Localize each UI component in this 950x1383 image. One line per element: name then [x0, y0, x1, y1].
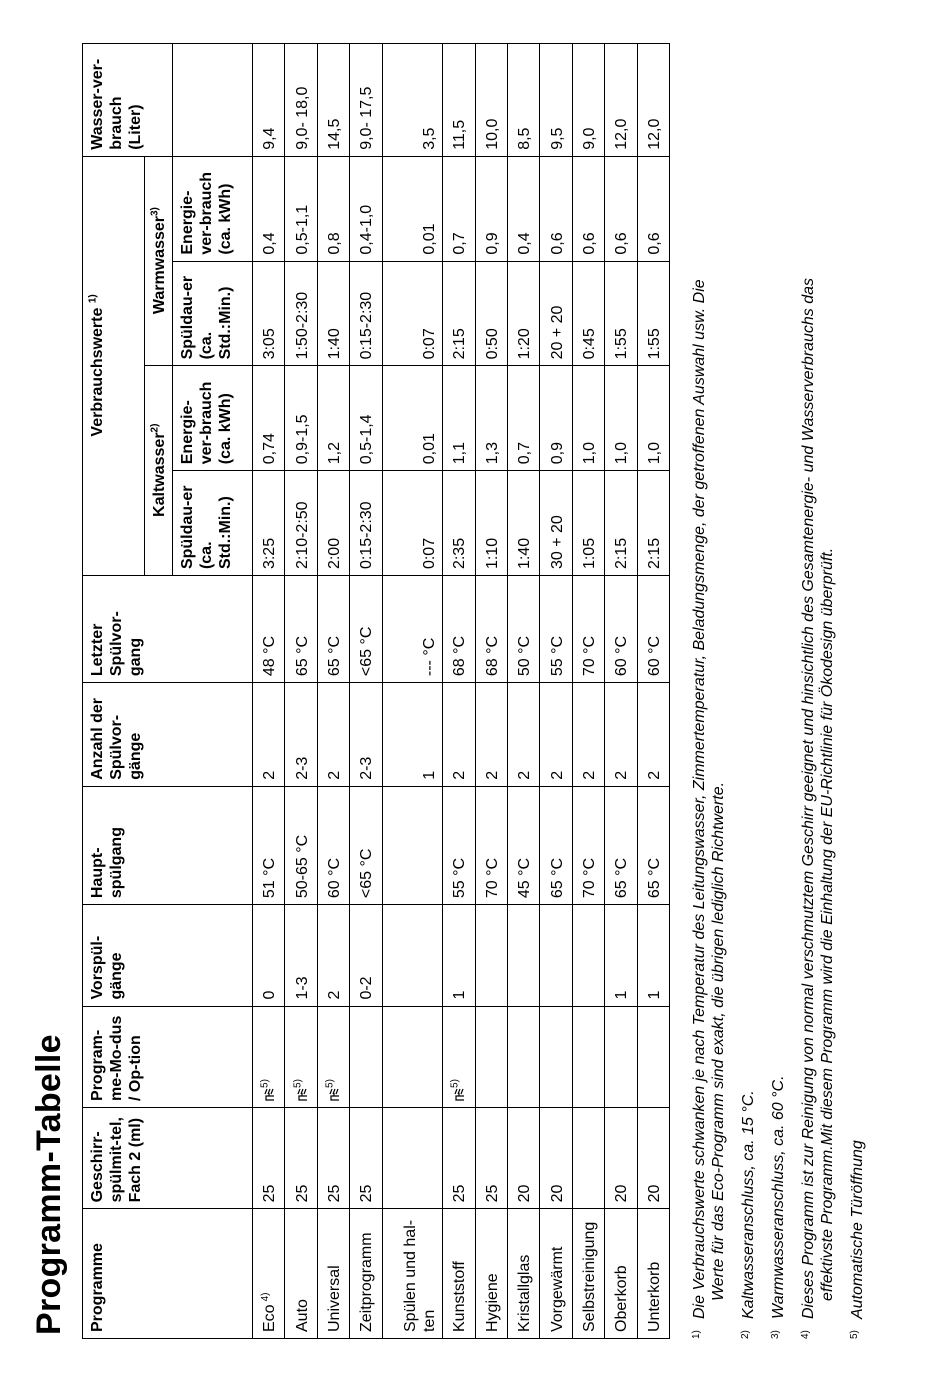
cell-programme: Unterkorb [637, 1209, 669, 1339]
cell-geschirrspuelmittel [382, 1107, 442, 1208]
cell-geschirrspuelmittel: 25 [285, 1107, 317, 1208]
cell-kalt-spueldauer: 30 + 20 [540, 471, 572, 576]
table-row [507, 44, 539, 1339]
table-row [605, 44, 637, 1339]
table-row [540, 44, 572, 1339]
header-verbrauchswerte: Verbrauchswerte $^{1)}$ [83, 156, 145, 575]
cell-geschirrspuelmittel [572, 1107, 604, 1208]
cell-warm-spueldauer: 20 + 20 [540, 261, 572, 366]
cell-warm-energie: 0,7 [443, 156, 475, 261]
table-row [253, 44, 285, 1339]
cell-letzter: 70 °C [572, 576, 604, 683]
cell-anzahl: 1 [382, 683, 442, 787]
cell-hauptspuelgang: 70 °C [475, 786, 507, 904]
footnote-text: Die Verbrauchswerte schwanken je nach Temperatur des Leitungswasser, Zimmertemperatur, Beladungsmenge, der getroffenen Auswahl usw. Die [691, 279, 708, 1319]
cell-warm-spueldauer: 1:55 [637, 261, 669, 366]
header-warm-energie: Energie-ver-brauch (ca. kWh) [173, 156, 253, 261]
cell-anzahl: 2 [317, 683, 349, 787]
header-warm-spueldauer: Spüldau-er (ca. Std.:Min.) [173, 261, 253, 366]
cell-modus [475, 1006, 507, 1107]
table-body [253, 44, 670, 1339]
table-row [475, 44, 507, 1339]
footnote-text: Automatische Türöffnung [849, 1140, 866, 1319]
cell-kalt-energie: 0,9-1,5 [285, 366, 317, 471]
cell-letzter: 48 °C [253, 576, 285, 683]
cell-warm-energie: 0,6 [637, 156, 669, 261]
cell-geschirrspuelmittel: 25 [317, 1107, 349, 1208]
cell-warm-energie: 0,8 [317, 156, 349, 261]
table-header [83, 44, 253, 1339]
footnote-number: 5) [849, 1330, 860, 1339]
cell-hauptspuelgang: 45 °C [507, 786, 539, 904]
footnote-number: 2) [740, 1330, 751, 1339]
cell-programme: Eco$^{4)}$ [253, 1209, 285, 1339]
cell-hauptspuelgang: <65 °C [350, 786, 382, 904]
footnote [848, 43, 867, 1339]
header-wasser-empty [173, 44, 253, 157]
cell-modus: 5) [285, 1006, 317, 1107]
cell-kalt-spueldauer: 0:07 [382, 471, 442, 576]
footnote-number: 3) [770, 1330, 781, 1339]
cell-kalt-spueldauer: 2:10-2:50 [285, 471, 317, 576]
cell-vorspuelgaenge [382, 905, 442, 1006]
cell-wasserverbrauch: 9,5 [540, 44, 572, 157]
cell-kalt-energie: 0,5-1,4 [350, 366, 382, 471]
door-open-icon [326, 1088, 338, 1101]
cell-vorspuelgaenge [540, 905, 572, 1006]
table-row [285, 44, 317, 1339]
cell-anzahl: 2 [605, 683, 637, 787]
door-open-icon [294, 1088, 306, 1101]
cell-warm-energie: 0,5-1,1 [285, 156, 317, 261]
cell-vorspuelgaenge: 0-2 [350, 905, 382, 1006]
cell-kalt-spueldauer: 2:15 [637, 471, 669, 576]
cell-geschirrspuelmittel: 20 [637, 1107, 669, 1208]
cell-programme: Auto [285, 1209, 317, 1339]
cell-programme: Hygiene [475, 1209, 507, 1339]
cell-vorspuelgaenge: 0 [253, 905, 285, 1006]
cell-vorspuelgaenge [507, 905, 539, 1006]
cell-kalt-energie: 1,1 [443, 366, 475, 471]
cell-letzter: --- °C [382, 576, 442, 683]
cell-warm-energie: 0,6 [605, 156, 637, 261]
header-anzahl-spuelvorgaenge: Anzahl der Spülvor-gänge [83, 683, 253, 787]
cell-hauptspuelgang: 51 °C [253, 786, 285, 904]
cell-wasserverbrauch: 8,5 [507, 44, 539, 157]
cell-modus [637, 1006, 669, 1107]
header-wasserverbrauch: Wasser-ver-brauch (Liter) [83, 44, 173, 157]
cell-wasserverbrauch: 12,0 [605, 44, 637, 157]
footnote-text-continued: effektivste Programm.Mit diesem Programm wird die Einhaltung der EU-Richtlinie für Ökodesign überprüft. [819, 547, 836, 1301]
table-row [350, 44, 382, 1339]
cell-kalt-energie: 1,0 [637, 366, 669, 471]
cell-kalt-spueldauer: 2:00 [317, 471, 349, 576]
header-hauptspuelgang: Haupt-spülgang [83, 786, 253, 904]
footnote-text: Dieses Programm ist zur Reinigung von normal verschmutztem Geschirr geeignet und hinsichtlich des Gesamtenergie- und Wasserverbrauchs das [800, 277, 817, 1319]
cell-anzahl: 2 [475, 683, 507, 787]
cell-hauptspuelgang: 65 °C [605, 786, 637, 904]
cell-geschirrspuelmittel: 20 [605, 1107, 637, 1208]
header-programme: Programme [83, 1209, 253, 1339]
cell-vorspuelgaenge: 2 [317, 905, 349, 1006]
cell-letzter: 68 °C [443, 576, 475, 683]
cell-kalt-spueldauer: 1:05 [572, 471, 604, 576]
cell-hauptspuelgang: 65 °C [540, 786, 572, 904]
cell-anzahl: 2 [507, 683, 539, 787]
cell-kalt-energie: 0,74 [253, 366, 285, 471]
cell-programme: Kunststoff [443, 1209, 475, 1339]
cell-hauptspuelgang: 70 °C [572, 786, 604, 904]
table-row [443, 44, 475, 1339]
cell-wasserverbrauch: 12,0 [637, 44, 669, 157]
cell-geschirrspuelmittel: 20 [507, 1107, 539, 1208]
header-letzter-spuelvorgang: Letzter Spülvor-gang [83, 576, 253, 683]
footnote-text-continued: Werte für das Eco-Programm sind exakt, die übrigen lediglich Richtwerte. [710, 781, 727, 1301]
cell-warm-energie: 0,9 [475, 156, 507, 261]
cell-letzter: 50 °C [507, 576, 539, 683]
cell-warm-energie: 0,6 [572, 156, 604, 261]
cell-letzter: 68 °C [475, 576, 507, 683]
cell-letzter: 65 °C [285, 576, 317, 683]
cell-warm-spueldauer: 3:05 [253, 261, 285, 366]
cell-hauptspuelgang [382, 786, 442, 904]
cell-programme: Vorgewärmt [540, 1209, 572, 1339]
cell-wasserverbrauch: 9,0- 17,5 [350, 44, 382, 157]
cell-anzahl: 2 [572, 683, 604, 787]
cell-modus: 5) [253, 1006, 285, 1107]
cell-modus [350, 1006, 382, 1107]
cell-kalt-energie: 1,3 [475, 366, 507, 471]
footnote-text: Kaltwasseranschluss, ca. 15 °C. [740, 1090, 757, 1319]
footnote-number: 4) [800, 1330, 811, 1339]
cell-modus: 5) [317, 1006, 349, 1107]
cell-kalt-energie: 0,9 [540, 366, 572, 471]
cell-anzahl: 2 [637, 683, 669, 787]
cell-hauptspuelgang: 50-65 °C [285, 786, 317, 904]
cell-hauptspuelgang: 60 °C [317, 786, 349, 904]
cell-warm-spueldauer: 0:45 [572, 261, 604, 366]
cell-geschirrspuelmittel: 25 [443, 1107, 475, 1208]
cell-anzahl: 2-3 [285, 683, 317, 787]
cell-programme: Oberkorb [605, 1209, 637, 1339]
cell-wasserverbrauch: 9,4 [253, 44, 285, 157]
footnote [799, 43, 837, 1339]
cell-modus [382, 1006, 442, 1107]
door-open-icon [261, 1088, 273, 1101]
page-title: Programm-Tabelle [30, 1034, 68, 1335]
table-row [637, 44, 669, 1339]
cell-anzahl: 2 [443, 683, 475, 787]
program-table [82, 43, 670, 1339]
cell-warm-energie: 0,4-1,0 [350, 156, 382, 261]
cell-programme: Universal [317, 1209, 349, 1339]
cell-warm-spueldauer: 0:15-2:30 [350, 261, 382, 366]
cell-programme: Zeitprogramm [350, 1209, 382, 1339]
cell-kalt-spueldauer: 1:40 [507, 471, 539, 576]
cell-vorspuelgaenge: 1-3 [285, 905, 317, 1006]
cell-programme: Kristallglas [507, 1209, 539, 1339]
cell-kalt-energie: 0,01 [382, 366, 442, 471]
cell-vorspuelgaenge: 1 [637, 905, 669, 1006]
cell-geschirrspuelmittel: 25 [350, 1107, 382, 1208]
cell-letzter: 60 °C [637, 576, 669, 683]
header-kaltwasser: Kaltwasser$^{2)}$ [145, 366, 173, 576]
cell-kalt-energie: 0,7 [507, 366, 539, 471]
cell-programme: Selbstreinigung [572, 1209, 604, 1339]
cell-warm-spueldauer: 1:50-2:30 [285, 261, 317, 366]
table-row [382, 44, 442, 1339]
cell-modus [540, 1006, 572, 1107]
cell-vorspuelgaenge [475, 905, 507, 1006]
cell-hauptspuelgang: 55 °C [443, 786, 475, 904]
cell-warm-spueldauer: 2:15 [443, 261, 475, 366]
cell-anzahl: 2 [253, 683, 285, 787]
cell-warm-spueldauer: 1:55 [605, 261, 637, 366]
cell-warm-spueldauer: 1:40 [317, 261, 349, 366]
cell-warm-energie: 0,4 [253, 156, 285, 261]
header-warmwasser: Warmwasser$^{3)}$ [145, 156, 173, 366]
cell-geschirrspuelmittel: 20 [540, 1107, 572, 1208]
cell-letzter: 65 °C [317, 576, 349, 683]
cell-modus: 5) [443, 1006, 475, 1107]
footnotes [690, 43, 878, 1339]
cell-warm-energie: 0,6 [540, 156, 572, 261]
table-row [572, 44, 604, 1339]
cell-kalt-spueldauer: 1:10 [475, 471, 507, 576]
cell-modus [507, 1006, 539, 1107]
footnote [769, 43, 788, 1339]
footnote-text: Warmwasseranschluss, ca. 60 °C. [770, 1075, 787, 1319]
cell-wasserverbrauch: 9,0- 18,0 [285, 44, 317, 157]
cell-vorspuelgaenge: 1 [443, 905, 475, 1006]
door-open-icon [451, 1088, 463, 1101]
cell-vorspuelgaenge [572, 905, 604, 1006]
header-kalt-spueldauer: Spüldau-er (ca. Std.:Min.) [173, 471, 253, 576]
cell-wasserverbrauch: 11,5 [443, 44, 475, 157]
cell-programme: Spülen und hal-ten [382, 1209, 442, 1339]
cell-kalt-energie: 1,0 [572, 366, 604, 471]
cell-warm-energie: 0,01 [382, 156, 442, 261]
cell-wasserverbrauch: 14,5 [317, 44, 349, 157]
cell-letzter: <65 °C [350, 576, 382, 683]
header-kalt-energie: Energie-ver-brauch (ca. kWh) [173, 366, 253, 471]
cell-kalt-energie: 1,2 [317, 366, 349, 471]
cell-kalt-spueldauer: 0:15-2:30 [350, 471, 382, 576]
cell-kalt-spueldauer: 2:35 [443, 471, 475, 576]
cell-kalt-energie: 1,0 [605, 366, 637, 471]
header-vorspuelgaenge: Vorspül-gänge [83, 905, 253, 1006]
cell-warm-spueldauer: 0:50 [475, 261, 507, 366]
cell-warm-spueldauer: 0:07 [382, 261, 442, 366]
cell-warm-spueldauer: 1:20 [507, 261, 539, 366]
cell-kalt-spueldauer: 3:25 [253, 471, 285, 576]
cell-wasserverbrauch: 9,0 [572, 44, 604, 157]
cell-kalt-spueldauer: 2:15 [605, 471, 637, 576]
cell-letzter: 60 °C [605, 576, 637, 683]
cell-geschirrspuelmittel: 25 [475, 1107, 507, 1208]
cell-anzahl: 2-3 [350, 683, 382, 787]
cell-anzahl: 2 [540, 683, 572, 787]
cell-modus [572, 1006, 604, 1107]
cell-geschirrspuelmittel: 25 [253, 1107, 285, 1208]
footnote [739, 43, 758, 1339]
header-programmemodus: Program-me-Mo-dus / Op-tion [83, 1006, 253, 1107]
table-row [317, 44, 349, 1339]
header-geschirrspuelmittel: Geschirr-spülmit-tel, Fach 2 (ml) [83, 1107, 253, 1208]
footnote [690, 43, 728, 1339]
cell-hauptspuelgang: 65 °C [637, 786, 669, 904]
cell-vorspuelgaenge: 1 [605, 905, 637, 1006]
cell-wasserverbrauch: 3,5 [382, 44, 442, 157]
cell-wasserverbrauch: 10,0 [475, 44, 507, 157]
footnote-number: 1) [691, 1330, 702, 1339]
cell-letzter: 55 °C [540, 576, 572, 683]
cell-modus [605, 1006, 637, 1107]
cell-warm-energie: 0,4 [507, 156, 539, 261]
